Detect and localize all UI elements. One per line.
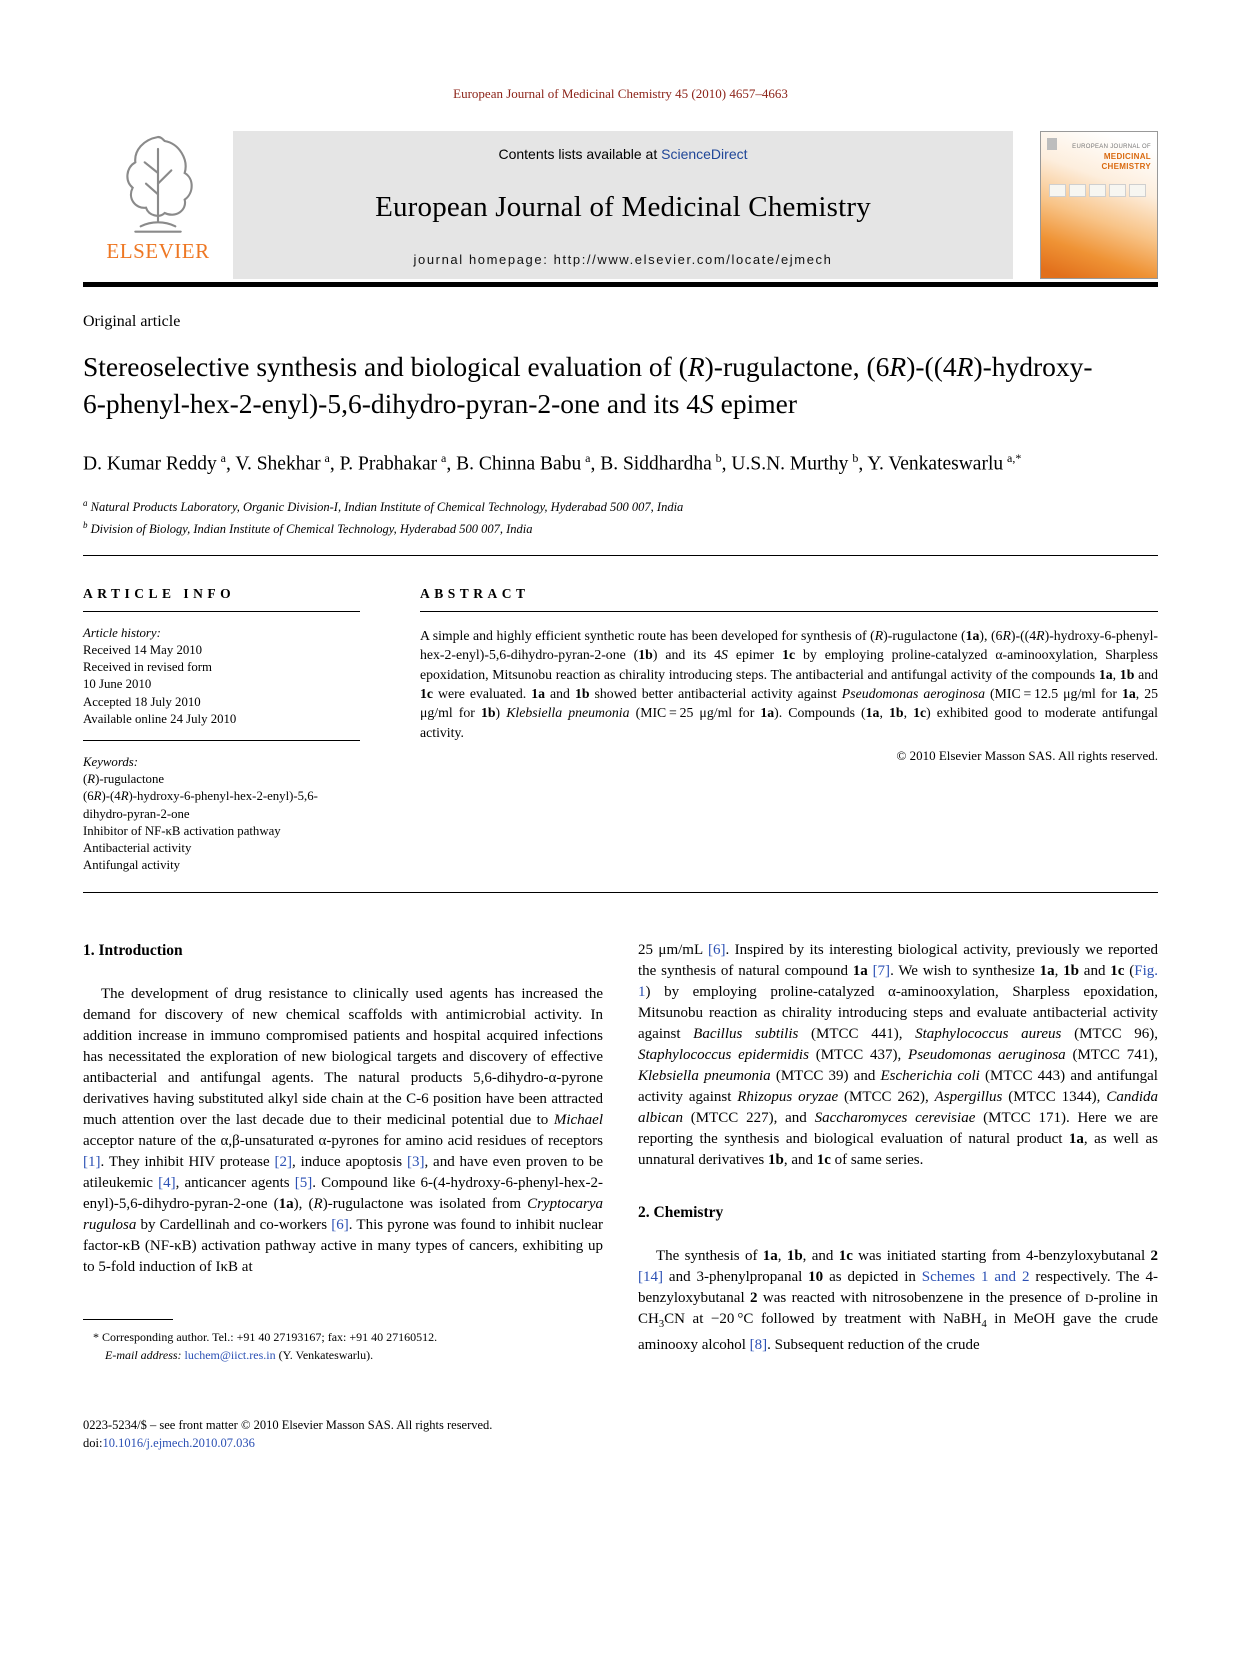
contents-line [241, 146, 1005, 162]
cover-publisher-icon [1047, 138, 1057, 150]
keyword-item: Antifungal activity [83, 858, 181, 873]
elsevier-wordmark: ELSEVIER [106, 239, 210, 263]
history-item: Received in revised form [83, 660, 212, 675]
footnote-rule [83, 1319, 173, 1320]
journal-homepage-link[interactable]: journal homepage: http://www.elsevier.com/locate/ejmech [413, 252, 833, 267]
article-history [83, 612, 360, 741]
ref-link-6[interactable]: [6] [707, 942, 726, 959]
article-info-section [83, 586, 360, 875]
ref-link-8[interactable]: [8] [749, 1337, 768, 1354]
chemistry-section-heading: 2. Chemistry [638, 1204, 724, 1222]
history-item: 10 June 2010 [83, 677, 152, 692]
cover-title [1072, 144, 1151, 173]
footnote-block [83, 1319, 603, 1364]
ref-link-14[interactable]: [14] [638, 1269, 663, 1286]
article-type-label: Original article [83, 313, 181, 330]
authors-line: D. Kumar Reddy $^a$, V. Shekhar $^a$, P. Prabhakar $^a$, B. Chinna Babu $^a$, B. Siddhardha $^b$, U.S.N. Murthy $^b$, Y. Venkateswarlu $^{a,*}$ [83, 451, 1022, 475]
keyword-item: (6R)-(4R)-hydroxy-6-phenyl-hex-2-enyl)-5,6-dihydro-pyran-2-one [83, 789, 318, 821]
keywords-block [83, 741, 360, 874]
history-item: Accepted 18 July 2010 [83, 694, 201, 709]
cover-structure-thumbnails [1049, 184, 1151, 197]
email-note: E-mail address: luchem@iict.res.in (Y. Venkateswarlu). [105, 1347, 374, 1362]
cover-title-line2: MEDICINAL [1103, 151, 1151, 161]
keyword-item: (R)-rugulactone [83, 772, 165, 787]
article-history-label: Article history: [83, 625, 161, 640]
affiliation-b: $^b$ Division of Biology, Indian Institute of Chemical Technology, Hyderabad 500 007, India [83, 519, 533, 536]
abstract-heading: ABSTRACT [420, 586, 1158, 612]
elsevier-tree-icon [116, 133, 200, 237]
left-column [83, 940, 603, 1452]
abstract-text: A simple and highly efficient synthetic route has been developed for synthesis of (R)-rugulactone (1a), (6R)-((4R)-hydroxy-6-phenyl-hex-2-enyl)-5,6-dihydro-pyran-2-one (1b) and its 4S epimer 1c by employing proline-catalyzed α-aminooxylation, Sharpless epoxidation, Mitsunobu reaction as chirality introducing steps. The antibacterial and antifungal activity of the compounds 1a, 1b and 1c were evaluated. 1a and 1b showed better antibacterial activity against Pseudomonas aeroginosa (MIC = 12.5 μg/ml for 1a, 25 μg/ml for 1b) Klebsiella pneumonia (MIC = 25 μg/ml for 1a). Compounds (1a, 1b, 1c) exhibited good to moderate antifungal activity. [420, 627, 1159, 740]
right-column [638, 940, 1158, 1452]
schemes-link[interactable]: Schemes 1 and 2 [921, 1269, 1030, 1286]
ref-link-6[interactable]: [6] [331, 1217, 349, 1234]
cover-title-line1: EUROPEAN JOURNAL OF [1072, 144, 1151, 150]
citation-line: European Journal of Medicinal Chemistry 45 (2010) 4657–4663 [453, 86, 788, 101]
cover-title-line3: CHEMISTRY [1101, 162, 1151, 172]
header-rule [83, 282, 1158, 287]
info-abstract-block [83, 586, 1158, 894]
chemistry-paragraph: The synthesis of 1a, 1b, and 1c was initiated starting from 4-benzyloxybutanal 2 [14] and 3-phenylpropanal 10 as depicted in Schemes 1 and 2 respectively. The 4-benzyloxybutanal 2 was reacted with nitrosobenzene in the presence of D-proline in $CH_3CN$ at −20 °C followed by treatment with NaBH$_4$ in MeOH gave the crude aminooxy alcohol [8]. Subsequent reduction of the crude [638, 1248, 1159, 1354]
ref-link-4[interactable]: [4] [158, 1175, 176, 1192]
abstract-section [420, 586, 1158, 875]
keywords-label: Keywords: [83, 755, 138, 770]
contents-prefix: Contents lists available at [498, 146, 662, 162]
journal-title: European Journal of Medicinal Chemistry [375, 190, 871, 223]
divider-rule [83, 555, 1158, 556]
journal-cover-thumbnail[interactable] [1040, 131, 1158, 279]
continuation-paragraph: 25 μm/mL [6]. Inspired by its interesting biological activity, previously we reported the synthesis of natural compound 1a [7]. We wish to synthesize 1a, 1b and 1c (Fig. 1) by employing proline-catalyzed α-aminooxylation, Sharpless epoxidation, Mitsunobu reaction as chirality introducing steps and evaluate antibacterial activity against Bacillus subtilis (MTCC 441), Staphylococcus aureus (MTCC 96), Staphylococcus epidermidis (MTCC 437), Pseudomonas aeruginosa (MTCC 741), Klebsiella pneumonia (MTCC 39) and Escherichia coli (MTCC 443) and antifungal activity against Rhizopus oryzae (MTCC 262), Aspergillus (MTCC 1344), Candida albican (MTCC 227), and Saccharomyces cerevisiae (MTCC 171). Here we are reporting the synthesis and biological evaluation of natural product 1a, as well as unnatural derivatives 1b, and 1c of same series. [638, 942, 1159, 1169]
affiliations [83, 494, 1158, 538]
elsevier-logo[interactable] [83, 131, 233, 279]
article-title: Stereoselective synthesis and biological evaluation of (R)-rugulactone, (6R)-((4R)-hydroxy-6-phenyl-hex-2-enyl)-5,6-dihydro-pyran-2-one and its 4S epimer [83, 351, 1093, 419]
header-banner [83, 131, 1158, 279]
header-center-panel [233, 131, 1013, 279]
article-info-heading: ARTICLE INFO [83, 586, 360, 612]
fig-1-link[interactable]: Fig. 1 [638, 963, 1158, 1001]
ref-link-7[interactable]: [7] [872, 963, 891, 980]
ref-link-5[interactable]: [5] [294, 1175, 313, 1192]
email-link[interactable]: luchem@iict.res.in [184, 1347, 276, 1362]
sciencedirect-link[interactable]: ScienceDirect [661, 146, 748, 162]
issn-line: 0223-5234/$ – see front matter © 2010 Elsevier Masson SAS. All rights reserved. [83, 1418, 493, 1433]
copyright-line: © 2010 Elsevier Masson SAS. All rights reserved. [896, 748, 1158, 764]
doi-link[interactable]: 10.1016/j.ejmech.2010.07.036 [102, 1436, 255, 1451]
bottom-matter [83, 1416, 603, 1452]
ref-link-1[interactable]: [1] [83, 1154, 101, 1171]
keyword-item: Antibacterial activity [83, 841, 192, 856]
history-item: Received 14 May 2010 [83, 643, 203, 658]
corresponding-author-note: * Corresponding author. Tel.: +91 40 27193167; fax: +91 40 27160512. [93, 1330, 438, 1345]
keyword-item: Inhibitor of NF-κB activation pathway [83, 823, 281, 838]
intro-paragraph: The development of drug resistance to clinically used agents has increased the demand for discovery of new chemical scaffolds with antimicrobial activity. In addition increase in immuno compromised patients and hospital acquired infections has necessitated the exploration of new biological targets and discovery of effective antibacterial and antifungal agents. The natural products 5,6-dihydro-α-pyrone derivatives having substituted alkyl side chain at the C-6 position have been attracted much attention over the last decade due to their medicinal potential due to Michael acceptor nature of the α,β-unsaturated α-pyrones for amino acid residues of receptors [1]. They inhibit HIV protease [2], induce apoptosis [3], and have even proven to be atileukemic [4], anticancer agents [5]. Compound like 6-(4-hydroxy-6-phenyl-hex-2-enyl)-5,6-dihydro-pyran-2-one (1a), (R)-rugulactone was isolated from Cryptocarya rugulosa by Cardellinah and co-workers [6]. This pyrone was found to inhibit nuclear factor-κB (NF-κB) activation pathway active in many types of cancers, exhibiting up to 5-fold induction of IκB at [83, 986, 603, 1276]
history-item: Available online 24 July 2010 [83, 711, 237, 726]
ref-link-2[interactable]: [2] [274, 1154, 293, 1171]
ref-link-3[interactable]: [3] [406, 1154, 425, 1171]
intro-section-heading: 1. Introduction [83, 942, 183, 960]
doi-line: doi:10.1016/j.ejmech.2010.07.036 [83, 1436, 255, 1451]
body-columns [83, 940, 1158, 1452]
affiliation-a: $^a$ Natural Products Laboratory, Organic Division-I, Indian Institute of Chemical Technology, Hyderabad 500 007, India [83, 497, 684, 514]
